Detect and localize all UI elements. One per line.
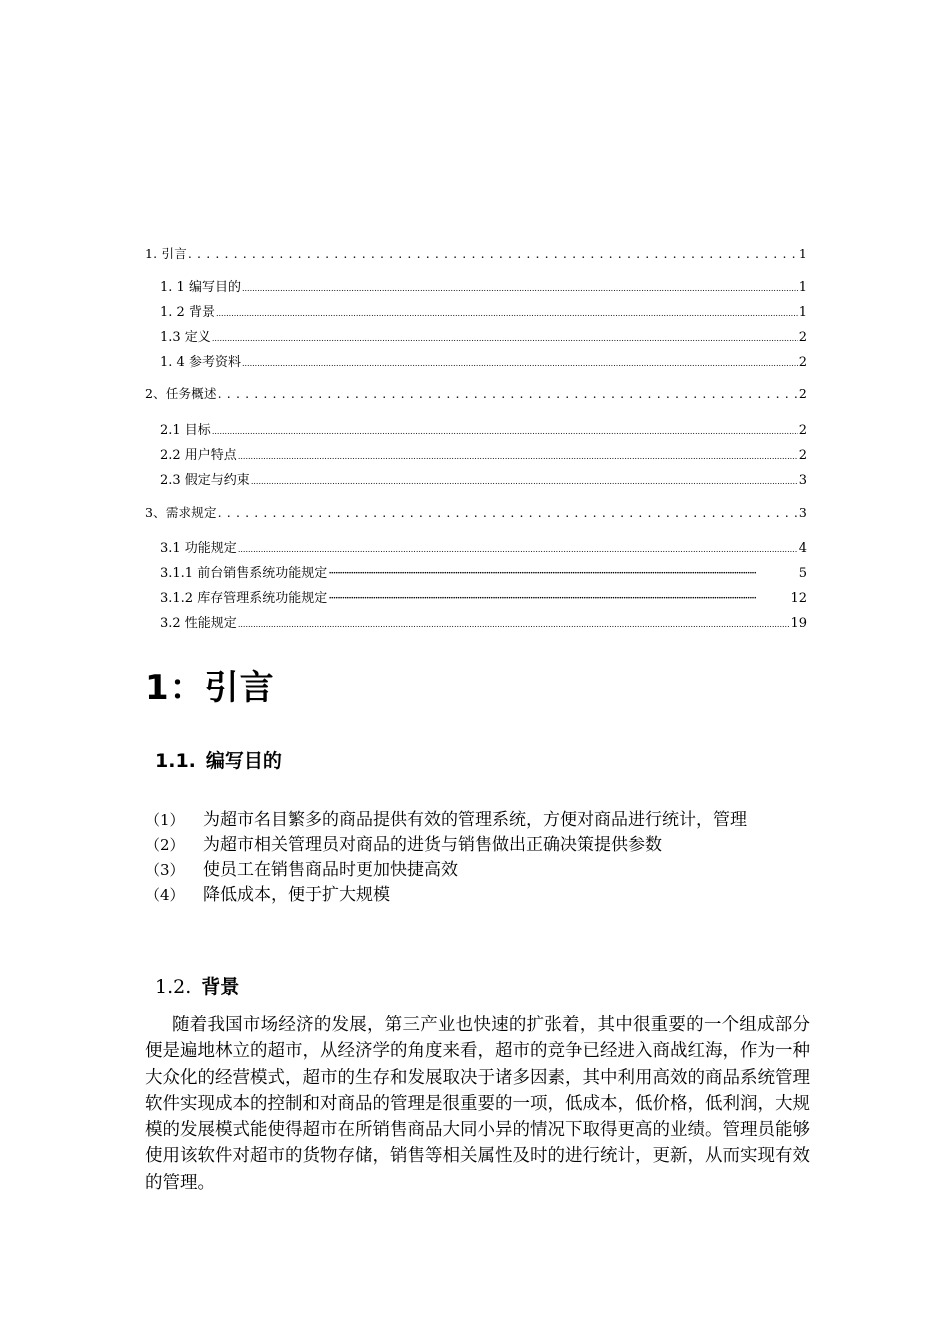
list-item-text: 降低成本，便于扩大规模: [203, 885, 390, 905]
toc-entry-label: 2.2 用户特点: [160, 448, 237, 463]
toc-leader-dots: [212, 423, 798, 438]
toc-entry-label: 1. 2 背景: [160, 305, 215, 320]
list-item: [145, 883, 810, 908]
toc-entry[interactable]: [160, 587, 807, 606]
toc-entry[interactable]: [160, 419, 807, 438]
toc-entry-page: 19: [790, 616, 807, 631]
toc-entry[interactable]: [160, 562, 807, 581]
toc-entry-label: 1. 4 参考资料: [160, 355, 241, 370]
subsection-title: 编写目的: [205, 750, 282, 772]
toc-entry[interactable]: [160, 276, 807, 295]
toc-entry[interactable]: [160, 351, 807, 370]
toc-leader-dots: [218, 386, 798, 401]
toc-entry-page: 1: [798, 305, 807, 320]
toc-leader-dots: [251, 473, 798, 488]
purpose-list: [145, 808, 810, 908]
list-item-text: 为超市名目繁多的商品提供有效的管理系统，方便对商品进行统计，管理: [203, 810, 747, 830]
toc-entry[interactable]: [160, 469, 807, 488]
subsection-number: 1.2.: [155, 976, 192, 998]
list-item-number: （4）: [145, 886, 185, 904]
toc-entry-label: 3.1 功能规定: [160, 541, 237, 556]
toc-entry-page: 2: [798, 386, 807, 401]
subsection-title: 背景: [201, 976, 240, 998]
list-item-text: 使员工在销售商品时更加快捷高效: [203, 860, 458, 880]
toc-leader-dots: [216, 305, 798, 320]
subsection-heading-background: [155, 972, 239, 999]
toc-leader-dots: [188, 246, 798, 261]
toc-leader-dots: [218, 505, 798, 520]
subsection-number: 1.1.: [155, 750, 196, 772]
toc-entry[interactable]: [160, 612, 807, 631]
toc-entry[interactable]: [160, 537, 807, 556]
subsection-heading-purpose: [155, 746, 282, 773]
toc-entry-page: 3: [798, 505, 807, 520]
toc-entry[interactable]: [145, 384, 807, 402]
toc-entry[interactable]: [160, 444, 807, 463]
list-item-number: （3）: [145, 861, 185, 879]
toc-entry-page: 12: [790, 591, 807, 606]
toc-entry[interactable]: [145, 244, 807, 262]
toc-entry-label: 3.2 性能规定: [160, 616, 237, 631]
toc-entry-page: 2: [798, 448, 807, 463]
toc-entry[interactable]: [160, 301, 807, 320]
toc-entry-label: 2.1 目标: [160, 423, 211, 438]
toc-leader-dots: [328, 591, 789, 606]
toc-entry-page: 3: [798, 473, 807, 488]
toc-entry-label: 2.3 假定与约束: [160, 473, 250, 488]
toc-entry-label: 1. 引言: [145, 246, 187, 261]
toc-entry-label: 3、需求规定: [145, 505, 217, 520]
toc-leader-dots: [238, 448, 798, 463]
toc-entry-label: 3.1.2 库存管理系统功能规定: [160, 591, 328, 606]
toc-entry-page: 2: [798, 423, 807, 438]
toc-entry[interactable]: [160, 326, 807, 345]
list-item: [145, 833, 810, 858]
toc-entry-page: 1: [798, 280, 807, 295]
toc-entry-page: 4: [798, 541, 807, 556]
toc-entry-label: 3.1.1 前台销售系统功能规定: [160, 566, 328, 581]
toc-entry-label: 1. 1 编写目的: [160, 280, 241, 295]
toc-leader-dots: [328, 566, 798, 581]
toc-leader-dots: [242, 355, 798, 370]
list-item: [145, 858, 810, 883]
toc-leader-dots: [212, 330, 798, 345]
toc-entry-label: 2、任务概述: [145, 386, 217, 401]
list-item: [145, 808, 810, 833]
toc-entry-label: 1.3 定义: [160, 330, 211, 345]
toc-leader-dots: [238, 616, 790, 631]
toc-entry-page: 2: [798, 330, 807, 345]
background-paragraph: 随着我国市场经济的发展，第三产业也快速的扩张着，其中很重要的一个组成部分便是遍地林立的超市，从经济学的角度来看，超市的竞争已经进入商战红海，作为一种大众化的经营模式，超市的生存和发展取决于诸多因素，其中利用高效的商品系统管理软件实现成本的控制和对商品的管理是很重要的一项，低成本，低价格，低利润，大规模的发展模式能使得超市在所销售商品大同小异的情况下取得更高的业绩。管理员能够使用该软件对超市的货物存储，销售等相关属性及时的进行统计，更新，从而实现有效的管理。: [145, 1015, 810, 1193]
section-heading: 1：引言: [145, 668, 275, 708]
list-item-text: 为超市相关管理员对商品的进货与销售做出正确决策提供参数: [203, 835, 662, 855]
toc-entry-page: 5: [798, 566, 807, 581]
toc-entry-page: 2: [798, 355, 807, 370]
toc-entry-page: 1: [798, 246, 807, 261]
list-item-number: （1）: [145, 811, 185, 829]
toc-entry[interactable]: [145, 503, 807, 521]
toc-leader-dots: [238, 541, 798, 556]
toc-leader-dots: [242, 280, 798, 295]
list-item-number: （2）: [145, 836, 185, 854]
